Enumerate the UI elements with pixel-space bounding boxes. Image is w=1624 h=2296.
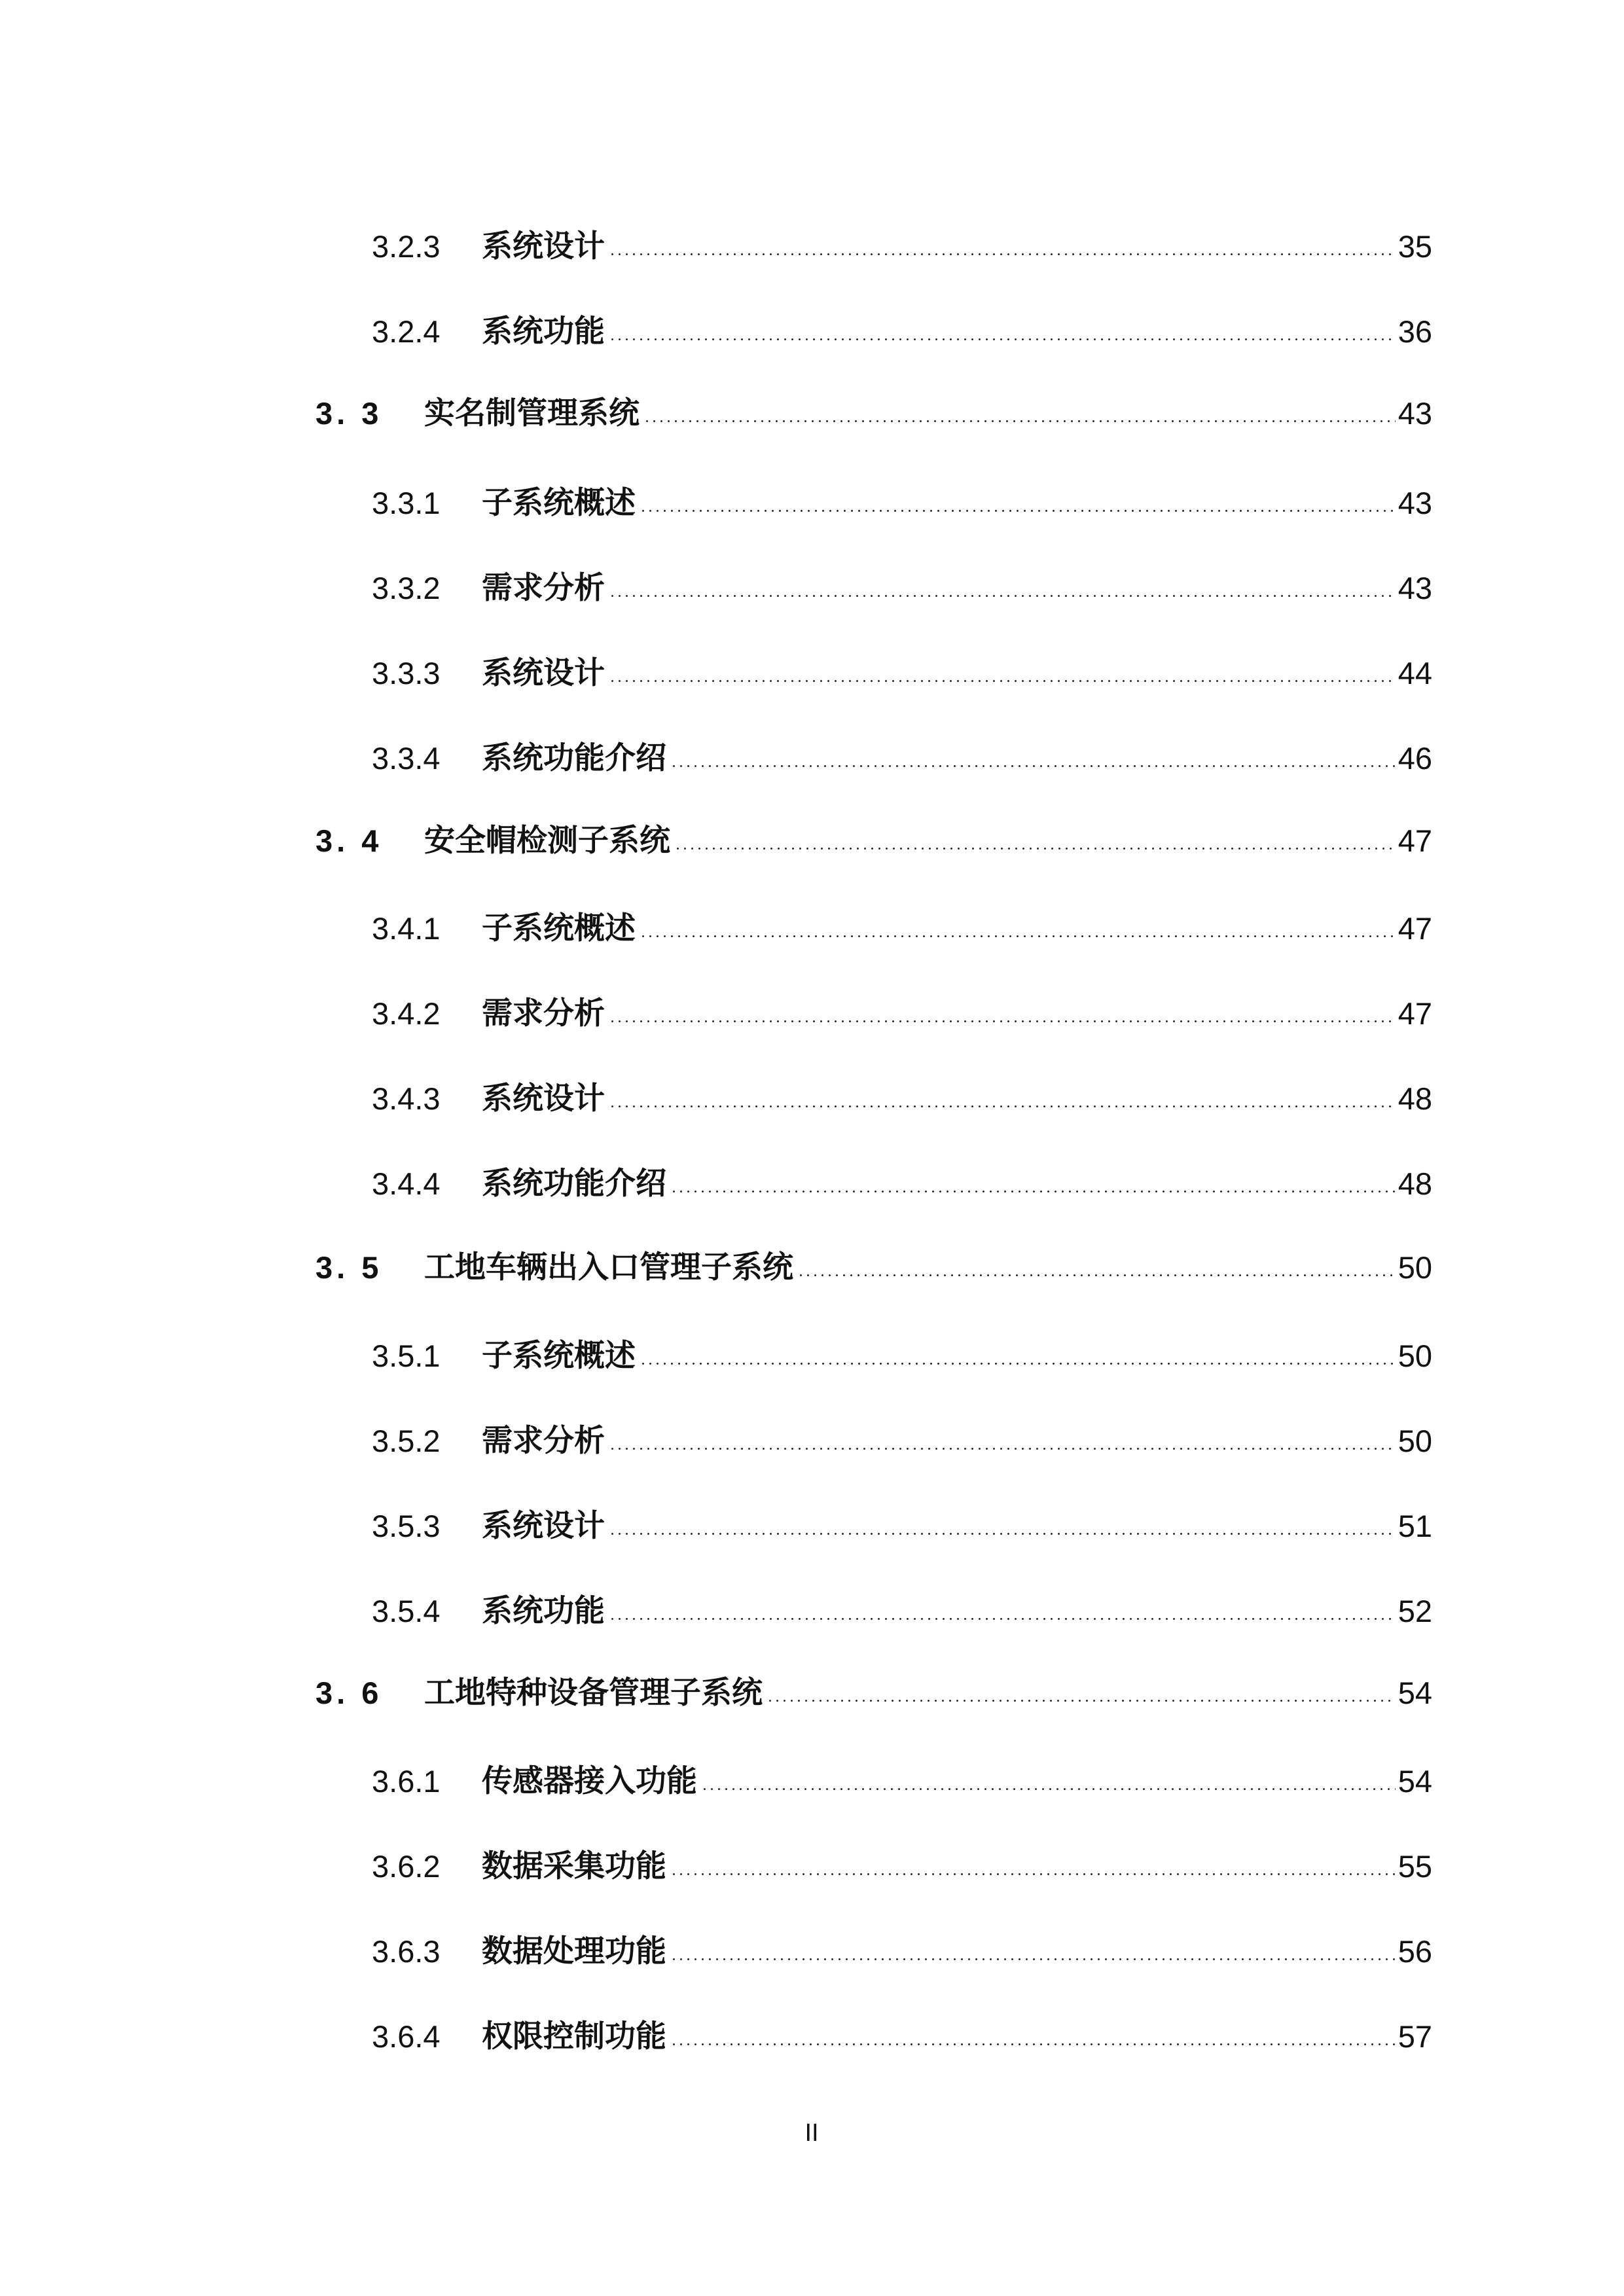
toc-entry-page: 56 bbox=[1398, 1934, 1432, 1969]
toc-entry[interactable] bbox=[372, 1062, 1432, 1117]
dot-leader bbox=[640, 935, 1396, 937]
toc-entry-page: 43 bbox=[1398, 396, 1432, 431]
dot-leader bbox=[670, 1191, 1396, 1193]
toc-entry[interactable] bbox=[372, 721, 1432, 774]
toc-entry-page: 36 bbox=[1398, 314, 1432, 349]
page-number-footer: II bbox=[804, 2119, 819, 2147]
toc-entry[interactable] bbox=[372, 1744, 1432, 1797]
dot-leader bbox=[609, 253, 1396, 255]
toc-entry[interactable] bbox=[372, 1829, 1432, 1882]
toc-entry[interactable] bbox=[372, 1489, 1432, 1544]
toc-entry-title: 需求分析 bbox=[482, 1423, 605, 1459]
toc-entry-title: 传感器接入功能 bbox=[482, 1763, 697, 1799]
dot-leader bbox=[643, 420, 1396, 422]
toc-entry[interactable] bbox=[372, 636, 1432, 689]
toc-entry-number: 3.5.2 bbox=[372, 1424, 441, 1458]
toc-entry-number: 3.4.2 bbox=[372, 996, 441, 1031]
dot-leader bbox=[670, 765, 1396, 767]
toc-entry-page: 47 bbox=[1398, 823, 1432, 858]
toc-entry[interactable] bbox=[372, 1404, 1432, 1459]
dot-leader bbox=[674, 848, 1396, 850]
dot-leader bbox=[670, 1873, 1396, 1875]
toc-entry-title: 数据处理功能 bbox=[482, 1933, 666, 1969]
toc-entry-title: 工地特种设备管理子系统 bbox=[424, 1675, 763, 1711]
toc-entry-number: 3.5.3 bbox=[372, 1509, 441, 1543]
toc-entry-page: 51 bbox=[1398, 1509, 1432, 1543]
dot-leader bbox=[640, 1363, 1396, 1365]
dot-leader bbox=[609, 338, 1396, 340]
toc-entry-title: 需求分析 bbox=[482, 570, 605, 606]
toc-entry[interactable] bbox=[372, 466, 1432, 521]
toc-entry-title: 系统功能介绍 bbox=[482, 1166, 666, 1202]
dot-leader bbox=[670, 2043, 1396, 2045]
dot-leader bbox=[701, 1788, 1396, 1790]
toc-entry-number: 3.3.1 bbox=[372, 486, 441, 520]
toc-entry-number: 3.4.1 bbox=[372, 911, 441, 946]
toc-entry-number: 3.3.3 bbox=[372, 656, 441, 691]
toc-entry-number: 3.4.4 bbox=[372, 1166, 441, 1201]
toc-entry-title: 系统功能 bbox=[482, 314, 605, 350]
toc-entry-title: 权限控制功能 bbox=[482, 2018, 666, 2054]
toc-entry[interactable] bbox=[372, 1914, 1432, 1967]
toc-entry-number: 3.5.4 bbox=[372, 1594, 441, 1628]
toc-entry-title: 实名制管理系统 bbox=[424, 395, 640, 431]
toc-entry-number: 3.3.4 bbox=[372, 741, 441, 776]
toc-entry[interactable] bbox=[316, 1230, 1432, 1283]
toc-entry[interactable] bbox=[372, 551, 1432, 606]
dot-leader bbox=[640, 510, 1396, 512]
toc-entry-number: 3.3.2 bbox=[372, 571, 441, 605]
toc-entry-page: 46 bbox=[1398, 741, 1432, 776]
dot-leader bbox=[670, 1958, 1396, 1960]
toc-entry-page: 52 bbox=[1398, 1594, 1432, 1628]
dot-leader bbox=[609, 1105, 1396, 1107]
toc-entry-page: 50 bbox=[1398, 1424, 1432, 1458]
toc-entry-page: 55 bbox=[1398, 1849, 1432, 1884]
toc-entry-number: 3. 4 bbox=[316, 823, 383, 858]
toc-entry[interactable] bbox=[372, 295, 1432, 350]
toc-entry[interactable] bbox=[372, 1574, 1432, 1629]
toc-entry-number: 3.6.4 bbox=[372, 2019, 441, 2054]
toc-entry-title: 系统设计 bbox=[482, 228, 605, 264]
toc-entry-number: 3.6.1 bbox=[372, 1764, 441, 1799]
toc-entry[interactable] bbox=[372, 891, 1432, 944]
toc-entry[interactable] bbox=[372, 977, 1432, 1029]
toc-entry[interactable] bbox=[316, 804, 1432, 859]
toc-entry-page: 50 bbox=[1398, 1338, 1432, 1373]
toc-entry-page: 50 bbox=[1398, 1250, 1432, 1285]
toc-entry[interactable] bbox=[372, 1147, 1432, 1202]
toc-entry[interactable] bbox=[316, 1656, 1432, 1711]
toc-entry-page: 48 bbox=[1398, 1081, 1432, 1116]
toc-entry-title: 子系统概述 bbox=[482, 910, 636, 946]
toc-entry-number: 3.2.3 bbox=[372, 229, 441, 264]
toc-entry-title: 工地车辆出入口管理子系统 bbox=[424, 1249, 793, 1285]
toc-entry-page: 48 bbox=[1398, 1166, 1432, 1201]
toc-entry-title: 子系统概述 bbox=[482, 485, 636, 521]
dot-leader bbox=[609, 1618, 1396, 1620]
toc-entry-number: 3. 3 bbox=[316, 396, 383, 431]
toc-entry-number: 3. 6 bbox=[316, 1676, 383, 1710]
toc-entry[interactable] bbox=[372, 209, 1432, 262]
toc-entry-title: 安全帽检测子系统 bbox=[424, 823, 670, 859]
toc-entry-title: 数据采集功能 bbox=[482, 1848, 666, 1884]
toc-entry-number: 3.2.4 bbox=[372, 314, 441, 349]
toc-entry-title: 子系统概述 bbox=[482, 1338, 636, 1374]
toc-entry-title: 系统设计 bbox=[482, 1081, 605, 1117]
toc-entry-page: 43 bbox=[1398, 571, 1432, 605]
dot-leader bbox=[609, 1448, 1396, 1450]
toc-entry-page: 57 bbox=[1398, 2019, 1432, 2054]
dot-leader bbox=[797, 1274, 1396, 1276]
toc-entry-page: 44 bbox=[1398, 656, 1432, 691]
toc-entry-title: 需求分析 bbox=[482, 996, 605, 1031]
toc-entry-page: 47 bbox=[1398, 911, 1432, 946]
toc-entry-title: 系统功能介绍 bbox=[482, 740, 666, 776]
toc-entry-number: 3.6.3 bbox=[372, 1934, 441, 1969]
toc-entry-number: 3.5.1 bbox=[372, 1338, 441, 1373]
dot-leader bbox=[609, 680, 1396, 682]
toc-entry-title: 系统设计 bbox=[482, 655, 605, 691]
toc-entry-page: 35 bbox=[1398, 229, 1432, 264]
toc-entry[interactable] bbox=[372, 2000, 1432, 2052]
toc-entry-number: 3. 5 bbox=[316, 1250, 383, 1285]
toc-entry-title: 系统功能 bbox=[482, 1593, 605, 1629]
toc-entry[interactable] bbox=[316, 376, 1432, 429]
dot-leader bbox=[609, 1020, 1396, 1022]
toc-entry-number: 3.6.2 bbox=[372, 1849, 441, 1884]
dot-leader bbox=[767, 1700, 1396, 1702]
toc-entry-number: 3.4.3 bbox=[372, 1081, 441, 1116]
toc-entry-page: 54 bbox=[1398, 1764, 1432, 1799]
dot-leader bbox=[609, 1533, 1396, 1535]
toc-entry-page: 47 bbox=[1398, 996, 1432, 1031]
toc-entry[interactable] bbox=[372, 1319, 1432, 1374]
toc-entry-page: 54 bbox=[1398, 1676, 1432, 1710]
toc-entry-page: 43 bbox=[1398, 486, 1432, 520]
dot-leader bbox=[609, 595, 1396, 597]
toc-entry-title: 系统设计 bbox=[482, 1508, 605, 1544]
